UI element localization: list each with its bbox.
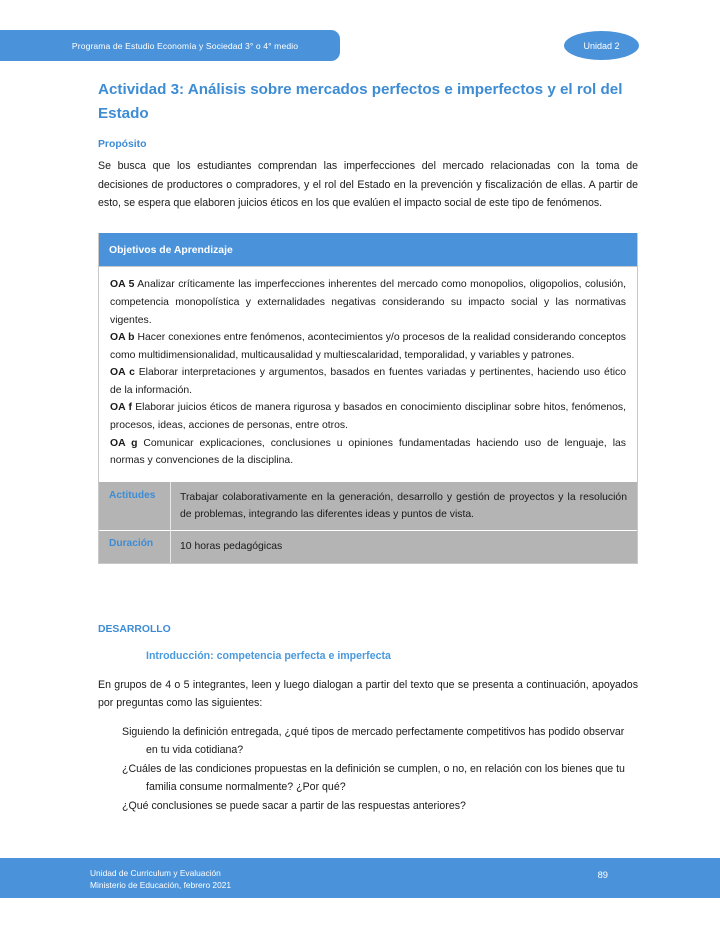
learning-objectives-table-header <box>99 233 637 266</box>
attitudes-label: Actitudes <box>99 482 171 531</box>
list-item <box>110 399 626 434</box>
page-footer <box>0 858 720 898</box>
purpose-label: Propósito <box>98 139 147 151</box>
page-header <box>0 0 720 72</box>
learning-objectives-list <box>99 266 637 480</box>
footer-line-1: Unidad de Curriculum y Evaluación <box>90 868 221 878</box>
oa-text: Elaborar juicios éticos de manera rigurosa y basados en conocimiento disciplinar sobre hitos, fenómenos, procesos, ideas, acciones de personas, entre otros. <box>110 402 626 432</box>
footer-line-2: Ministerio de Educación, febrero 2021 <box>90 880 232 891</box>
learning-objectives-table <box>98 233 638 563</box>
oa-code: OA c <box>110 367 135 379</box>
table-row <box>99 481 637 531</box>
page-footer-inner <box>90 858 630 898</box>
unit-badge-text: Unidad 2 <box>583 40 620 51</box>
desarrollo-subheading: Introducción: competencia perfecta e imperfecta <box>146 649 391 662</box>
desarrollo-intro-text: En grupos de 4 o 5 integrantes, leen y luego dialogan a partir del texto que se presenta a continuación, apoyados por preguntas como las siguientes: <box>98 678 638 709</box>
page-content <box>98 78 638 815</box>
footer-institution <box>90 867 231 891</box>
question-list <box>98 723 638 815</box>
oa-text: Elaborar interpretaciones y argumentos, basados en fuentes variadas y pertinentes, haciendo uso ético de la información. <box>110 367 626 396</box>
duration-value: 10 horas pedagógicas <box>180 541 283 553</box>
oa-text: Hacer conexiones entre fenómenos, acontecimientos y/o procesos de la realidad considerando conceptos como multidimensionalidad, multicausalidad y multiescalaridad, temporalidad, y variables y patrones. <box>110 332 626 361</box>
list-item <box>110 364 626 399</box>
oa-code: OA g <box>110 437 138 449</box>
learning-objectives-table-header-text: Objetivos de Aprendizaje <box>109 245 233 257</box>
oa-text: Analizar críticamente las imperfecciones inherentes del mercado como monopolios, oligopolios, colusión, competencia monopolística y externalidades negativas considerando su impacto social y las normativas vigentes. <box>110 279 626 326</box>
table-row <box>99 530 637 562</box>
purpose-text: Se busca que los estudiantes comprendan las imperfecciones del mercado relacionadas con la toma de decisiones de productores o compradores, y el rol del Estado en la prevención y fiscalización de ellas. A partir de esto, se espera que elaboren juicios éticos en los que evalúen el impacto social de este tipo de fenómenos. <box>98 160 638 209</box>
page-number: 89 <box>597 869 608 880</box>
program-banner <box>0 30 340 61</box>
list-item <box>110 276 626 329</box>
duration-label: Duración <box>99 531 171 562</box>
program-banner-text: Programa de Estudio Economía y Sociedad 3° o 4° medio <box>71 40 299 51</box>
oa-code: OA f <box>110 402 132 414</box>
unit-badge <box>564 31 639 60</box>
attitudes-value: Trabajar colaborativamente en la generación, desarrollo y gestión de proyectos y la resolución de problemas, integrando las diferentes ideas y puntos de vista. <box>180 491 627 521</box>
list-item: Siguiendo la definición entregada, ¿qué tipos de mercado perfectamente competitivos has podido observar en tu vida cotidiana? <box>122 725 625 757</box>
oa-code: OA 5 <box>110 279 135 291</box>
list-item <box>110 329 626 364</box>
list-item: ¿Cuáles de las condiciones propuestas en la definición se cumplen, o no, en relación con los bienes que tu familia consume normalmente? ¿Por qué? <box>122 762 625 794</box>
oa-code: OA b <box>110 332 135 344</box>
list-item: ¿Qué conclusiones se puede sacar a partir de las respuestas anteriores? <box>122 799 466 812</box>
page-title: Actividad 3: Análisis sobre mercados perfectos e imperfectos y el rol del Estado <box>98 81 623 122</box>
desarrollo-heading: DESARROLLO <box>98 623 171 635</box>
list-item <box>110 435 626 470</box>
oa-text: Comunicar explicaciones, conclusiones u opiniones fundamentadas haciendo uso de lenguaje, las normas y convenciones de la disciplina. <box>110 437 626 467</box>
